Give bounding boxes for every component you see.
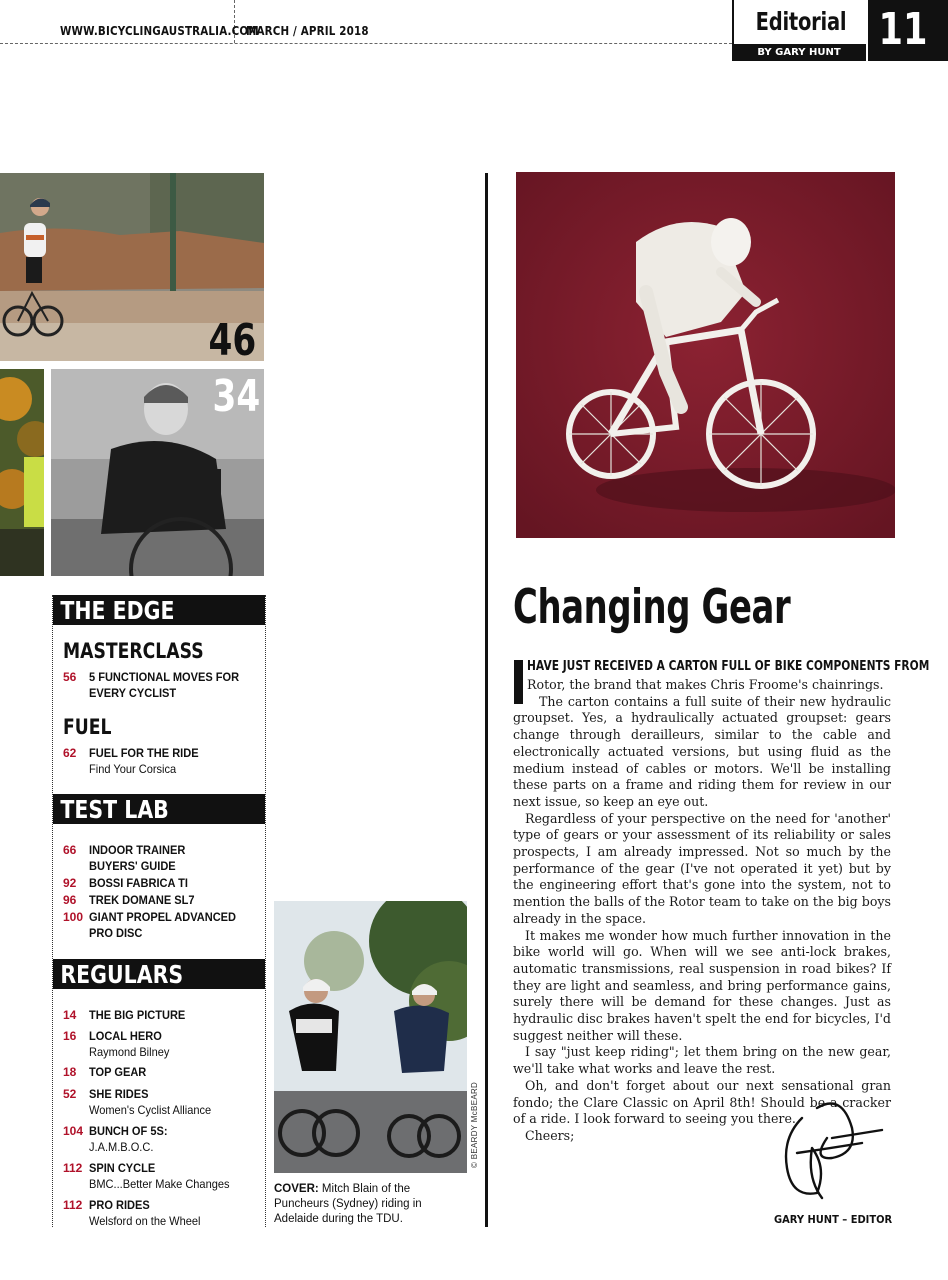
editor-signature: [772, 1098, 887, 1206]
entry-title: BUNCH OF 5S:: [89, 1124, 168, 1138]
feature-page-number-46: 46: [208, 315, 256, 361]
column-divider: [485, 173, 488, 1227]
entry-page: 66: [63, 843, 77, 857]
page-number: 11: [878, 4, 928, 55]
entry-page: 104: [63, 1124, 84, 1138]
entry-subtitle: Welsford on the Wheel: [89, 1214, 201, 1228]
entry-page: 56: [63, 670, 77, 684]
byline: BY GARY HUNT: [732, 44, 866, 61]
entry-title: TREK DOMANE SL7: [89, 893, 195, 907]
article-paragraph: The carton contains a full suite of their new hydraulic groupset. Yes, a hydraulically actuated groupset: gears change through derailleurs, similar to the cable and electronically actuated versions, but using fluid as the medium instead of cables or motors. We'll be installing these parts on a frame and riding them for review in our next issue, so keep an eye out.: [513, 693, 891, 809]
entry-subtitle: BMC...Better Make Changes: [89, 1177, 230, 1191]
entry-page: 100: [63, 910, 84, 924]
article-lead: HAVE JUST RECEIVED A CARTON FULL OF BIKE COMPONENTS FROM: [527, 659, 930, 674]
entry-page: 92: [63, 876, 77, 890]
entry-title: LOCAL HERO: [89, 1029, 162, 1043]
section-header-regulars: REGULARS: [53, 959, 265, 989]
cover-caption: [274, 1182, 444, 1227]
cover-caption-label: COVER:: [274, 1183, 319, 1195]
contents-list: [52, 595, 266, 1227]
article-paragraph: It makes me wonder how much further innovation in the bike world will go. When will we see anti-lock brakes, automatic transmissions, real suspension in road bikes? If they are light and seamless, and bring performance gains, surely there will be demand for these changes. Just as hydraulic disc brakes haven't spelt the end for bicycles, I'd suggest neither will these.: [513, 927, 891, 1043]
entry-title: TOP GEAR: [89, 1065, 147, 1079]
article-paragraph: Oh, and don't forget about our next sensational gran fondo; the Clare Classic on April 8th! Should be a cracker of a ride. I look forward to seeing you there.: [513, 1077, 891, 1127]
editor-signoff: GARY HUNT – EDITOR: [774, 1213, 893, 1226]
subsection-fuel: FUEL: [63, 715, 112, 739]
entry-page: 112: [63, 1161, 83, 1175]
subsection-masterclass: MASTERCLASS: [63, 639, 204, 663]
section-header-the-edge: THE EDGE: [53, 595, 265, 625]
section-title: Editorial: [755, 7, 847, 36]
entry-title: INDOOR TRAINER BUYERS' GUIDE: [89, 843, 186, 873]
entry-subtitle: Women's Cyclist Alliance: [89, 1103, 212, 1117]
article-paragraph: Rotor, the brand that makes Chris Froome's chainrings.: [527, 677, 884, 692]
article-paragraph: Regardless of your perspective on the need for 'another' type of gears or your assessment of its reliability or sales prospects, I am already impressed. Not so much by the performance of the gear (I've not operated it yet) but by the engineering effort that's gone into the system, not to mention the balls of the Rotor team to take on the big boys already in the space.: [513, 810, 891, 926]
entry-subtitle: Raymond Bilney: [89, 1045, 170, 1059]
page-number-box: [868, 0, 948, 61]
photo-credit: © BEARDY McBEARD: [470, 1081, 479, 1168]
entry-title: SHE RIDES: [89, 1087, 149, 1101]
cover-riders-illustration: [274, 901, 467, 1173]
cover-photo[interactable]: [274, 901, 467, 1173]
entry-page: 62: [63, 746, 77, 760]
entry-page: 14: [63, 1008, 77, 1022]
entry-title: SPIN CYCLE: [89, 1161, 156, 1175]
entry-page: 18: [63, 1065, 77, 1079]
entry-title: PRO RIDES: [89, 1198, 150, 1212]
feature-photo-vintage[interactable]: [51, 369, 264, 576]
entry-title: 5 FUNCTIONAL MOVES FOR EVERY CYCLIST: [89, 670, 240, 700]
autumn-photo-strip: [0, 369, 44, 576]
header-rule: [0, 43, 732, 44]
issue-date: MARCH / APRIL 2018: [246, 24, 369, 38]
cover-caption-text: Mitch Blain of the Puncheurs (Sydney) riding in Adelaide during the TDU.: [274, 1183, 422, 1225]
article-paragraph: I say "just keep riding"; let them bring on the new gear, we'll take what works and leave the rest.: [513, 1044, 891, 1077]
entry-title: GIANT PROPEL ADVANCED PRO DISC: [89, 910, 237, 940]
section-header-test-lab: TEST LAB: [53, 794, 265, 824]
entry-subtitle: J.A.M.B.O.C.: [89, 1140, 154, 1154]
entry-title: THE BIG PICTURE: [89, 1008, 186, 1022]
feature-page-number-34: 34: [212, 371, 260, 422]
entry-page: 96: [63, 893, 77, 907]
entry-title: BOSSI FABRICA TI: [89, 876, 188, 890]
website-url[interactable]: WWW.BICYCLINGAUSTRALIA.COM: [60, 24, 259, 38]
paper-cyclist-illustration: [516, 172, 895, 538]
article-headline: Changing Gear: [513, 580, 791, 635]
entry-title: FUEL FOR THE RIDE: [89, 746, 199, 760]
entry-page: 112: [63, 1198, 83, 1212]
entry-page: 52: [63, 1087, 77, 1101]
section-label-box: [732, 0, 868, 44]
autumn-foliage-illustration: [0, 369, 44, 576]
hero-paper-cyclist[interactable]: [516, 172, 895, 538]
feature-photo-rider[interactable]: [0, 173, 264, 361]
article-body: [513, 677, 891, 1145]
entry-page: 16: [63, 1029, 77, 1043]
entry-subtitle: Find Your Corsica: [89, 762, 177, 776]
article-paragraph: Cheers;: [525, 1127, 575, 1143]
